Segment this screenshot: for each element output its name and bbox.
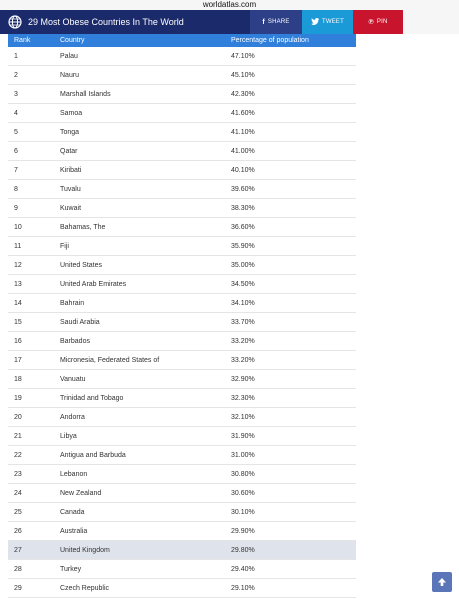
table-row xyxy=(8,427,356,446)
pinterest-icon: ℗ xyxy=(368,18,374,26)
cell-percentage: 34.10% xyxy=(225,294,356,313)
table-row xyxy=(8,180,356,199)
cell-percentage: 38.30% xyxy=(225,199,356,218)
table-row xyxy=(8,218,356,237)
cell-country: Kuwait xyxy=(54,199,225,218)
cell-country: Trinidad and Tobago xyxy=(54,389,225,408)
cell-percentage: 29.10% xyxy=(225,579,356,598)
share-button[interactable] xyxy=(250,10,302,34)
cell-country: Qatar xyxy=(54,142,225,161)
cell-rank: 6 xyxy=(8,142,54,161)
tweet-button[interactable] xyxy=(302,10,353,34)
cell-rank: 10 xyxy=(8,218,54,237)
table-row xyxy=(8,142,356,161)
table-row xyxy=(8,161,356,180)
table-row xyxy=(8,294,356,313)
cell-rank: 4 xyxy=(8,104,54,123)
cell-country: United States xyxy=(54,256,225,275)
cell-country: United Kingdom xyxy=(54,541,225,560)
cell-country: Australia xyxy=(54,522,225,541)
cell-rank: 25 xyxy=(8,503,54,522)
table-row xyxy=(8,66,356,85)
cell-percentage: 40.10% xyxy=(225,161,356,180)
cell-percentage: 41.10% xyxy=(225,123,356,142)
table-row xyxy=(8,503,356,522)
cell-rank: 18 xyxy=(8,370,54,389)
scroll-to-top-button[interactable] xyxy=(432,572,452,592)
cell-country: Lebanon xyxy=(54,465,225,484)
cell-percentage: 41.00% xyxy=(225,142,356,161)
cell-rank: 22 xyxy=(8,446,54,465)
cell-rank: 14 xyxy=(8,294,54,313)
cell-percentage: 32.10% xyxy=(225,408,356,427)
cell-country: Turkey xyxy=(54,560,225,579)
table-row xyxy=(8,85,356,104)
globe-icon xyxy=(8,15,22,29)
address-bar-domain: worldatlas.com xyxy=(0,0,459,10)
cell-rank: 7 xyxy=(8,161,54,180)
cell-country: Palau xyxy=(54,47,225,66)
cell-country: Kiribati xyxy=(54,161,225,180)
column-header-country: Country xyxy=(54,34,225,47)
cell-rank: 19 xyxy=(8,389,54,408)
header-spacer xyxy=(403,10,459,34)
cell-percentage: 34.50% xyxy=(225,275,356,294)
header-bar xyxy=(0,10,459,34)
cell-percentage: 30.10% xyxy=(225,503,356,522)
table-row xyxy=(8,351,356,370)
cell-rank: 9 xyxy=(8,199,54,218)
cell-rank: 24 xyxy=(8,484,54,503)
column-header-rank: Rank xyxy=(8,34,54,47)
cell-rank: 5 xyxy=(8,123,54,142)
cell-rank: 29 xyxy=(8,579,54,598)
cell-percentage: 45.10% xyxy=(225,66,356,85)
obesity-table xyxy=(8,34,356,598)
cell-country: Saudi Arabia xyxy=(54,313,225,332)
cell-country: Czech Republic xyxy=(54,579,225,598)
cell-country: Andorra xyxy=(54,408,225,427)
cell-percentage: 30.80% xyxy=(225,465,356,484)
cell-rank: 15 xyxy=(8,313,54,332)
cell-rank: 21 xyxy=(8,427,54,446)
cell-rank: 13 xyxy=(8,275,54,294)
cell-country: Libya xyxy=(54,427,225,446)
table-row xyxy=(8,199,356,218)
cell-country: Antigua and Barbuda xyxy=(54,446,225,465)
cell-percentage: 39.60% xyxy=(225,180,356,199)
column-header-percentage: Percentage of population xyxy=(225,34,356,47)
cell-percentage: 47.10% xyxy=(225,47,356,66)
cell-percentage: 33.70% xyxy=(225,313,356,332)
cell-country: United Arab Emirates xyxy=(54,275,225,294)
cell-percentage: 35.90% xyxy=(225,237,356,256)
cell-country: Vanuatu xyxy=(54,370,225,389)
table-row xyxy=(8,484,356,503)
cell-rank: 1 xyxy=(8,47,54,66)
cell-percentage: 35.00% xyxy=(225,256,356,275)
table-row xyxy=(8,47,356,66)
cell-rank: 20 xyxy=(8,408,54,427)
page-title: 29 Most Obese Countries In The World xyxy=(28,17,184,27)
cell-country: Barbados xyxy=(54,332,225,351)
cell-country: Bahamas, The xyxy=(54,218,225,237)
facebook-icon: f xyxy=(262,18,265,26)
table-row xyxy=(8,579,356,598)
cell-percentage: 30.60% xyxy=(225,484,356,503)
table-row xyxy=(8,237,356,256)
cell-rank: 26 xyxy=(8,522,54,541)
pin-button[interactable] xyxy=(353,10,403,34)
cell-percentage: 31.90% xyxy=(225,427,356,446)
cell-percentage: 29.80% xyxy=(225,541,356,560)
cell-country: Tonga xyxy=(54,123,225,142)
table-row xyxy=(8,389,356,408)
table-row xyxy=(8,522,356,541)
table-row xyxy=(8,446,356,465)
cell-country: New Zealand xyxy=(54,484,225,503)
arrow-up-icon xyxy=(437,577,447,587)
table-row xyxy=(8,275,356,294)
cell-percentage: 31.00% xyxy=(225,446,356,465)
table-row xyxy=(8,256,356,275)
cell-rank: 23 xyxy=(8,465,54,484)
cell-rank: 17 xyxy=(8,351,54,370)
title-block xyxy=(0,10,250,34)
cell-percentage: 29.40% xyxy=(225,560,356,579)
table-row xyxy=(8,408,356,427)
cell-country: Marshall Islands xyxy=(54,85,225,104)
cell-rank: 2 xyxy=(8,66,54,85)
cell-country: Samoa xyxy=(54,104,225,123)
table-row xyxy=(8,313,356,332)
cell-country: Nauru xyxy=(54,66,225,85)
cell-country: Fiji xyxy=(54,237,225,256)
table-row xyxy=(8,123,356,142)
cell-rank: 27 xyxy=(8,541,54,560)
table-row xyxy=(8,370,356,389)
cell-percentage: 32.30% xyxy=(225,389,356,408)
cell-percentage: 32.90% xyxy=(225,370,356,389)
tweet-label: TWEET xyxy=(322,19,344,25)
table-row xyxy=(8,332,356,351)
cell-percentage: 36.60% xyxy=(225,218,356,237)
cell-rank: 16 xyxy=(8,332,54,351)
table-row xyxy=(8,104,356,123)
cell-rank: 8 xyxy=(8,180,54,199)
pin-label: PIN xyxy=(376,19,388,25)
cell-percentage: 33.20% xyxy=(225,351,356,370)
cell-country: Canada xyxy=(54,503,225,522)
table-row xyxy=(8,541,356,560)
cell-country: Bahrain xyxy=(54,294,225,313)
cell-rank: 12 xyxy=(8,256,54,275)
cell-percentage: 29.90% xyxy=(225,522,356,541)
cell-country: Micronesia, Federated States of xyxy=(54,351,225,370)
cell-rank: 3 xyxy=(8,85,54,104)
cell-rank: 28 xyxy=(8,560,54,579)
cell-percentage: 33.20% xyxy=(225,332,356,351)
cell-country: Tuvalu xyxy=(54,180,225,199)
share-label: SHARE xyxy=(267,19,290,25)
table-row xyxy=(8,465,356,484)
twitter-icon xyxy=(311,18,319,27)
cell-rank: 11 xyxy=(8,237,54,256)
table-row xyxy=(8,560,356,579)
table-header-row xyxy=(8,34,356,47)
cell-percentage: 42.30% xyxy=(225,85,356,104)
cell-percentage: 41.60% xyxy=(225,104,356,123)
